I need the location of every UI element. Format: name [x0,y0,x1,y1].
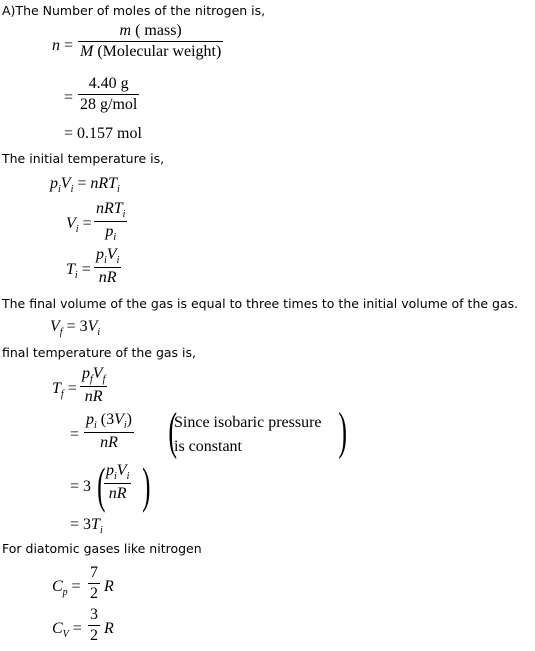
vi-numerator: nRT$_i$ [96,200,126,220]
cp-numerator: 7 [90,564,98,581]
cp-lhs: $C_p$ = [52,578,81,598]
moles-fraction-values [78,75,139,114]
vi-lhs: $V_i$ = [66,215,92,235]
tf-step3-numerator: $p_iV_i$ [106,462,130,482]
tf-numerator: $p_fV_f$ [82,365,106,385]
cp-denominator: 2 [90,585,98,602]
ti-denominator: nR [98,269,117,286]
cv-r: R [104,620,114,637]
cv-lhs: $C_V$ = [52,620,82,640]
note-line-1: Since isobaric pressure [174,414,322,431]
tf-fraction [80,365,107,406]
tf-result: = $3T_i$ [70,516,103,536]
note-right-paren: ) [338,403,347,460]
ti-fraction [94,246,121,287]
step3-left-paren: ( [97,457,106,513]
cv-denominator: 2 [90,627,98,644]
cp-r: R [104,578,114,595]
text-diatomic: For diatomic gases like nitrogen [2,541,202,556]
text-initial-temperature: The initial temperature is, [2,151,165,166]
ideal-gas-initial: $p_iV_i = nRT_i$ [50,175,120,195]
moles-fraction-definition [78,22,223,61]
note-line-2: is constant [174,438,242,455]
tf-step2-fraction [84,411,134,452]
tf-step2-numerator: $p_i$ $(3V_i)$ [86,411,132,431]
moles-equals: = [64,89,74,106]
moles-mass-value: 4.40 g [88,75,129,92]
moles-molar-mass-value: 28 g/mol [80,96,138,113]
text-moles-intro: A)The Number of moles of the nitrogen is, [2,3,266,18]
tf-step3-coef: = 3 [70,478,92,495]
moles-numerator: m ( mass) [119,22,182,39]
vi-denominator: $p_i$ [105,223,117,243]
text-final-temperature: final temperature of the gas is, [2,345,196,360]
moles-lhs: n = [52,37,74,54]
cp-fraction [88,564,100,603]
text-final-volume: The final volume of the gas is equal to three times to the initial volume of the gas. [2,296,519,311]
moles-denominator: M (Molecular weight) [80,43,222,60]
final-volume-equation: $V_f = 3V_i$ [50,318,101,338]
vi-fraction [94,200,127,243]
tf-denominator: nR [84,388,103,405]
tf-step2-denominator: nR [100,434,118,451]
ti-numerator: $p_iV_i$ [96,246,120,266]
cv-numerator: 3 [90,606,98,623]
moles-result: = 0.157 mol [64,125,142,142]
ti-lhs: $T_i$ = [66,261,91,281]
cv-fraction [88,606,100,645]
note-left-paren: ( [168,403,177,460]
tf-lhs: $T_f$ = [52,380,77,400]
tf-step3-denominator: nR [108,485,127,502]
step3-right-paren: ) [142,457,151,513]
tf-step3-fraction [104,462,131,503]
tf-step2-equals: = [70,426,80,443]
